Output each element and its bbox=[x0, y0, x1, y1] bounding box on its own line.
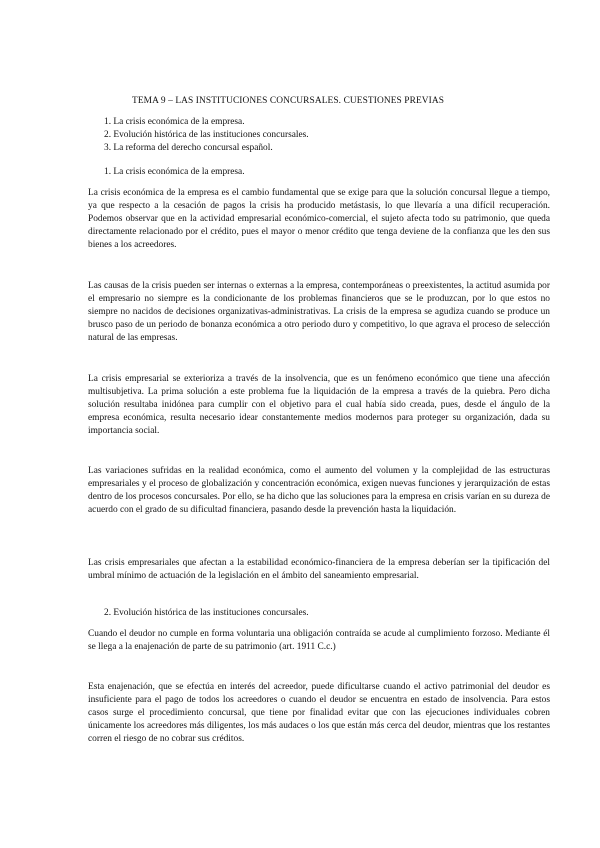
toc-item: 3. La reforma del derecho concursal español. bbox=[104, 143, 273, 153]
paragraph: Las crisis empresariales que afectan a la estabilidad económico-financiera de la empresa deberían ser la tipificación del umbral mínimo de actuación de la legislación en el ámbito del saneamiento empresarial. bbox=[88, 558, 550, 581]
toc-item: 2. Evolución histórica de las instituciones concursales. bbox=[104, 130, 309, 140]
section-heading: 1. La crisis económica de la empresa. bbox=[104, 167, 245, 177]
paragraph: La crisis económica de la empresa es el cambio fundamental que se exige para que la solución concursal llegue a tiempo, ya que respecto a la cesación de pagos la crisis ha producido metástasis, lo que llevaría a una difícil recuperación. Podemos observar que en la actividad empresarial económico-comercial, el sujeto afecta todo su patrimonio, que queda directamente relacionado por el crédito, pues el mayor o menor crédito que tenga deviene de la confianza que les den sus bienes a los acreedores. bbox=[88, 188, 550, 250]
section-heading: 2. Evolución histórica de las instituciones concursales. bbox=[104, 608, 309, 618]
paragraph: La crisis empresarial se exterioriza a través de la insolvencia, que es un fenómeno económico que tiene una afección multisubjetiva. La prima solución a este problema fue la liquidación de la empresa a través de la quiebra. Pero dicha solución resultaba inidónea para cumplir con el objetivo para el cual había sido creada, pues, desde el ángulo de la empresa económica, resulta necesario idear constantemente medios modernos para proteger su organización, dada su importancia social. bbox=[88, 374, 550, 436]
table-of-contents bbox=[104, 116, 309, 155]
toc-item: 1. La crisis económica de la empresa. bbox=[104, 117, 245, 127]
paragraph: Esta enajenación, que se efectúa en interés del acreedor, puede dificultarse cuando el activo patrimonial del deudor es insuficiente para el pago de todos los acreedores o cuando el deudor se encuentra en estado de insolvencia. Para estos casos surge el procedimiento concursal, que tiene por finalidad evitar que con las ejecuciones individuales cobren únicamente los acreedores más diligentes, los más audaces o los que están más cerca del deudor, mientras que los restantes corren el riesgo de no cobrar sus créditos. bbox=[88, 682, 550, 744]
paragraph: Las causas de la crisis pueden ser internas o externas a la empresa, contemporáneas o preexistentes, la actitud asumida por el empresario no siempre es la condicionante de los problemas financieros que se le produzcan, por lo que estos no siempre no nacidos de decisiones organizativas-administrativas. La crisis de la empresa se agudiza cuando se produce un brusco paso de un periodo de bonanza económica a otro periodo duro y competitivo, lo que agrava el proceso de selección natural de las empresas. bbox=[88, 281, 550, 343]
paragraph: Las variaciones sufridas en la realidad económica, como el aumento del volumen y la complejidad de las estructuras empresariales y el proceso de globalización y concentración económica, exigen nuevas funciones y jerarquización de estas dentro de los procesos concursales. Por ello, se ha dicho que las soluciones para la empresa en crisis varían en su dureza de acuerdo con el grado de su dificultad financiera, pasando desde la prevención hasta la liquidación. bbox=[88, 466, 550, 515]
page-title: TEMA 9 – LAS INSTITUCIONES CONCURSALES. CUESTIONES PREVIAS bbox=[132, 96, 445, 106]
paragraph: Cuando el deudor no cumple en forma voluntaria una obligación contraída se acude al cumplimiento forzoso. Mediante él se llega a la enajenación de parte de su patrimonio (art. 1911 C.c.) bbox=[88, 629, 550, 652]
